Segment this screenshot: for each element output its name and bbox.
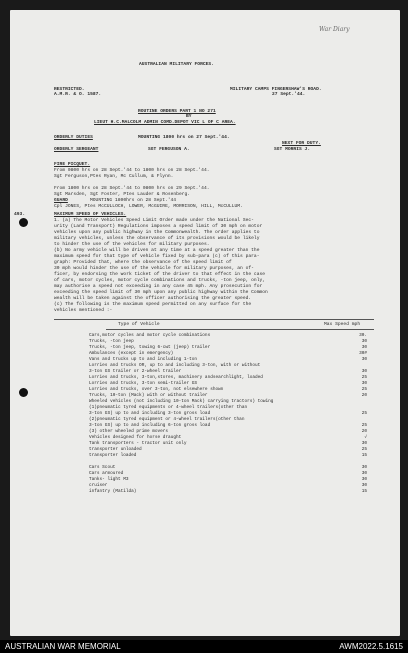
paragraph-line: to hinder the use of the vehicles for military purposes. bbox=[54, 242, 210, 247]
paragraph-line: of cars, motor cycles, motor cycle combinations and trucks, -ton jeep, only, bbox=[54, 278, 266, 283]
max-speed: 20 bbox=[361, 393, 367, 398]
vehicle-type: 3-ton GS) up to and including 6-ton gross load bbox=[89, 423, 211, 428]
vehicle-type: Tank transporters - tractor unit only bbox=[89, 441, 187, 446]
vehicle-type: Cars Scout bbox=[89, 465, 116, 470]
vehicle-type: Wheeled vehicles (not including 10-ton Mack) carrying tractors) towing bbox=[89, 399, 274, 404]
vehicle-type: Trucks, 10-ton (Mack) with or without trailer bbox=[89, 393, 208, 398]
max-speed: 30 bbox=[361, 471, 367, 476]
guard-mounting: MOUNTING 1800hrs on 28 Sept.'44 bbox=[90, 198, 177, 203]
restricted-label: RESTRICTED. bbox=[54, 87, 85, 92]
punch-hole bbox=[19, 388, 28, 397]
paragraph-line: may authorise a speed not exceeding in any case 45 mph. Any prosecution for bbox=[54, 284, 263, 289]
vehicle-type: Lorries and trucks, over 3-ton, not elsewhere shown bbox=[89, 387, 224, 392]
paragraph-line: (b) No army vehicle will be driven at any time at a speed greater than the bbox=[54, 248, 260, 253]
vehicle-type: 3-ton GS) up to and including 3-ton gross load bbox=[89, 411, 211, 416]
table-row bbox=[89, 405, 367, 410]
fire-picquet-heading: FIRE PICQUET. bbox=[54, 162, 91, 167]
guard-members: Cpl JONES, Ptes McCULLOCH, LOWER, McGUIRE, MORRISON, HILL, McCULLUM. bbox=[54, 204, 243, 209]
table-row bbox=[89, 345, 367, 350]
vehicle-type: Lorries and trucks, 3-ton semi-trailer GS bbox=[89, 381, 198, 386]
table-row bbox=[89, 351, 367, 356]
table-row bbox=[89, 339, 367, 344]
guard-label: GUARD bbox=[54, 198, 68, 203]
vehicle-type: Lorries and trucks OR, up to and including 3-ton, with or without bbox=[89, 363, 261, 368]
max-speed: 15 bbox=[361, 453, 367, 458]
table-row bbox=[89, 369, 367, 374]
paragraph-line: 1. (a) The Motor Vehicles Speed Limit Order made under the National Sec- bbox=[54, 218, 254, 223]
orders-by: BY bbox=[186, 114, 192, 119]
vehicle-type: infantry (Matilda) bbox=[89, 489, 137, 494]
camp-name: MILITARY CAMPS FINGERSHAW'S ROAD. bbox=[230, 87, 322, 92]
table-row bbox=[89, 381, 367, 386]
vehicle-type: Cars armoured bbox=[89, 471, 124, 476]
orderly-sergeant-name: SGT FERGUSON A. bbox=[148, 147, 190, 152]
max-speed: 25 bbox=[361, 387, 367, 392]
table-row bbox=[89, 417, 367, 422]
paragraph-line: vehicles upon any public highway in the Commonwealth. The order applies to bbox=[54, 230, 260, 235]
vehicle-type: 3-ton GS trailer or 2-wheel trailer bbox=[89, 369, 182, 374]
orderly-duties-mounting: MOUNTING 1800 hrs on 27 Sept.'44. bbox=[138, 135, 230, 140]
orderly-duties-label: ORDERLY DUTIES bbox=[54, 135, 93, 140]
table-column-type: Type of Vehicle bbox=[118, 322, 160, 327]
vehicle-type: Vehicles designed for horse draught bbox=[89, 435, 182, 440]
table-row bbox=[89, 399, 367, 404]
paragraph-line: vehicles mentioned :- bbox=[54, 308, 113, 313]
max-speed: 30 bbox=[361, 477, 367, 482]
orders-commander: LIEUT H.C.MALCOLM ADMIN COMD.DEPOT VIC L OF C AREA. bbox=[94, 120, 236, 125]
max-speed: 30 bbox=[361, 369, 367, 374]
table-row bbox=[89, 471, 367, 476]
vehicle-type: transporter loaded bbox=[89, 453, 137, 458]
table-row bbox=[89, 441, 367, 446]
table-row bbox=[89, 465, 367, 470]
table-column-speed: Max Speed mph bbox=[324, 322, 361, 327]
document-page bbox=[10, 10, 400, 636]
table-row bbox=[89, 489, 367, 494]
max-speed: 30# bbox=[359, 351, 367, 356]
vehicle-type: Vans and trucks up to and including 1-ton bbox=[89, 357, 198, 362]
table-row bbox=[89, 429, 367, 434]
max-speed: 30 bbox=[361, 465, 367, 470]
paragraph-line: exceeding the speed limit of 30 mph upon any public highway within the Common bbox=[54, 290, 268, 295]
max-speed: √ bbox=[364, 435, 367, 440]
table-row bbox=[89, 483, 367, 488]
vehicle-type: (3) other wheeled prime movers bbox=[89, 429, 169, 434]
table-row bbox=[89, 477, 367, 482]
table-row bbox=[89, 447, 367, 452]
vehicle-type: Trucks, -ton jeep bbox=[89, 339, 134, 344]
vehicle-type: (1)pneumatic tyred equipments or 4-wheel trailers(other than bbox=[89, 405, 248, 410]
paragraph-line: wealth will be taken against the officer authorising the greater speed. bbox=[54, 296, 252, 301]
vehicle-type: Cars,motor cycles and motor cycle combinations bbox=[89, 333, 211, 338]
max-speed: 30 bbox=[361, 441, 367, 446]
table-row bbox=[89, 375, 367, 380]
section-number: 493. bbox=[14, 212, 26, 217]
table-row bbox=[89, 333, 367, 338]
table-row bbox=[89, 453, 367, 458]
archive-name: AUSTRALIAN WAR MEMORIAL bbox=[5, 642, 121, 651]
next-sergeant-name: SGT MORRIS J. bbox=[274, 147, 311, 152]
fire-picquet-line: From 1800 hrs on 28 Sept.'44 to 0800 hrs on 29 Sept.'44. bbox=[54, 186, 210, 191]
max-speed: 25 bbox=[361, 411, 367, 416]
paragraph-line: 30 mph would hinder the use of the vehicle for military purposes, an of- bbox=[54, 266, 254, 271]
vehicle-type: cruiser bbox=[89, 483, 108, 488]
table-row bbox=[89, 411, 367, 416]
paragraph-line: urity (Land Transport) Regulations imposes a speed limit of 30 mph on motor bbox=[54, 224, 263, 229]
paragraph-line: ficer, by endorsing the work ticket of the driver to that effect in the case bbox=[54, 272, 266, 277]
document-title: AUSTRALIAN MILITARY FORCES. bbox=[139, 62, 214, 67]
vehicle-type: Ambulances (except in emergency) bbox=[89, 351, 174, 356]
table-row bbox=[89, 423, 367, 428]
paragraph-line: military vehicles, unless the observance of its provisions would be likely bbox=[54, 236, 260, 241]
vehicle-type: Trucks, -ton jeep, towing 6-cwt (jeep) trailer bbox=[89, 345, 211, 350]
section-heading: MAXIMUM SPEED OF VEHICLES. bbox=[54, 212, 127, 217]
orderly-sergeant-label: ORDERLY SERGEANT bbox=[54, 147, 99, 152]
max-speed: 30 bbox=[361, 357, 367, 362]
vehicle-type: (2)pneumatic tyred equipment or 4-wheel trailers(other than bbox=[89, 417, 245, 422]
max-speed: 15 bbox=[361, 489, 367, 494]
punch-hole bbox=[19, 218, 28, 227]
archive-reference: AWM2022.5.1615 bbox=[339, 642, 403, 651]
table-row bbox=[89, 459, 367, 464]
table-top-rule bbox=[54, 319, 374, 320]
max-speed: 30 bbox=[361, 339, 367, 344]
amr-reference: A.M.R. & O. 1587. bbox=[54, 92, 102, 97]
max-speed: 30 bbox=[361, 483, 367, 488]
table-row bbox=[89, 357, 367, 362]
table-header-rule bbox=[106, 329, 374, 330]
max-speed: 25 bbox=[361, 375, 367, 380]
max-speed: 30 bbox=[361, 381, 367, 386]
paragraph-line: graph: Provided that, where the observance of the speed limit of bbox=[54, 260, 232, 265]
order-date: 27 Sept.'44. bbox=[272, 92, 306, 97]
vehicle-type: Tanks- light M3 bbox=[89, 477, 129, 482]
max-speed: 25 bbox=[361, 423, 367, 428]
max-speed: 20 bbox=[361, 429, 367, 434]
paragraph-line: maximum speed for that type of vehicle fixed by sub-para (c) of this para- bbox=[54, 254, 260, 259]
max-speed: 30 bbox=[361, 345, 367, 350]
orders-title: ROUTINE ORDERS PART 1 NO 271 bbox=[138, 109, 216, 114]
table-row bbox=[89, 363, 367, 368]
table-row bbox=[89, 393, 367, 398]
max-speed: 30. bbox=[359, 333, 367, 338]
max-speed: 25 bbox=[361, 447, 367, 452]
vehicle-type: Lorries and trucks, 3-ton,stores, machinery andsearchlight, loaded bbox=[89, 375, 263, 380]
table-row bbox=[89, 387, 367, 392]
next-for-duty-label: NEXT FOR DUTY. bbox=[282, 141, 321, 146]
archive-footer bbox=[0, 640, 408, 653]
vehicle-type: transporter unloaded bbox=[89, 447, 142, 452]
paragraph-line: (c) The following is the maximum speed permitted on any surface for the bbox=[54, 302, 252, 307]
handwritten-note: War Diary bbox=[319, 26, 350, 33]
fire-picquet-line: From 0800 hrs on 28 Sept.'44 to 1800 hrs on 28 Sept.'44. bbox=[54, 168, 210, 173]
table-row bbox=[89, 435, 367, 440]
fire-picquet-line: Sgt Marsden, Sgt Foster, Ptes Lauder & Rosenberg. bbox=[54, 192, 191, 197]
fire-picquet-line: Sgt Ferguson,Ptes Ryan, Mc Cullum, & Flynn. bbox=[54, 174, 174, 179]
